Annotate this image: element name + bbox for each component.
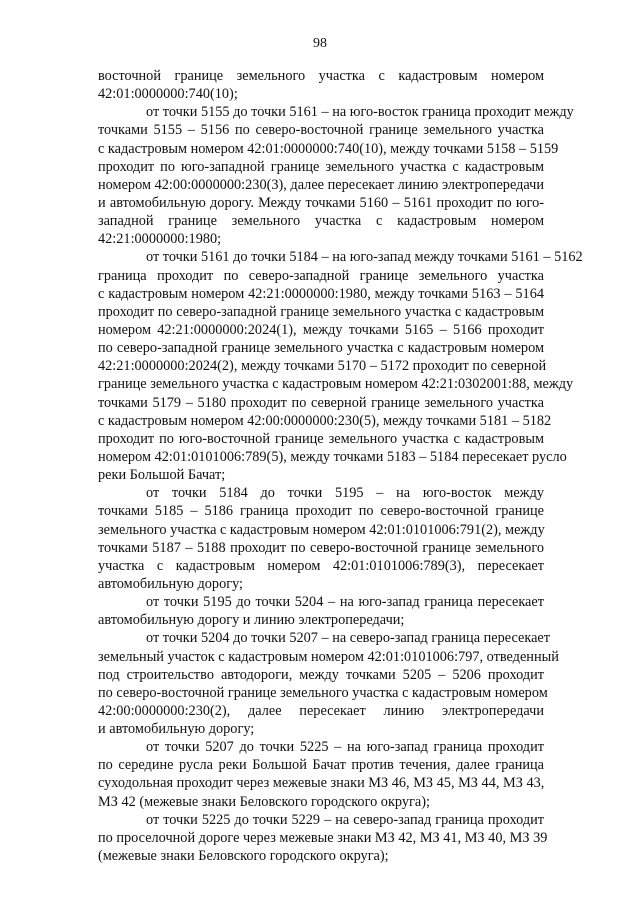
text-line: с кадастровым номером 42:00:0000000:230(5), между точками 5181 – 5182 <box>98 412 552 429</box>
text-line: от точки 5225 до точки 5229 – на северо-запад граница проходит <box>146 811 544 828</box>
text-line: проходит по юго-западной границе земельного участка с кадастровым <box>98 158 544 175</box>
text-line: границе земельного участка с кадастровым номером 42:21:0302001:88, между <box>98 376 574 393</box>
text-line: восточной границе земельного участка с кадастровым номером <box>98 68 544 84</box>
text-line: номером 42:21:0000000:2024(1), между точками 5165 – 5166 проходит <box>98 321 544 338</box>
text-line: от точки 5195 до точки 5204 – на юго-запад граница пересекает <box>146 594 544 611</box>
text-line: суходольная проходит через межевые знаки МЗ 46, МЗ 45, МЗ 44, МЗ 43, <box>98 775 545 792</box>
text-line: по середине русла реки Большой Бачат против течения, далее граница <box>98 757 544 774</box>
text-line: по проселочной дороге через межевые знаки МЗ 42, МЗ 41, МЗ 40, МЗ 39 <box>98 829 548 846</box>
text-line: граница проходит по северо-западной границе земельного участка <box>98 267 544 284</box>
text-line: точками 5179 – 5180 проходит по северной границе земельного участка <box>98 394 544 411</box>
text-line: по северо-западной границе земельного участка с кадастровым номером <box>98 340 544 357</box>
text-line: проходит по юго-восточной границе земельного участка с кадастровым <box>98 430 544 447</box>
text-line: от точки 5207 до точки 5225 – на юго-запад граница проходит <box>146 739 544 756</box>
text-line: 42:21:0000000:1980; <box>98 231 222 248</box>
text-line: от точки 5155 до точки 5161 – на юго-восток граница проходит между <box>146 104 574 121</box>
text-line: с кадастровым номером 42:01:0000000:740(10), между точками 5158 – 5159 <box>98 140 559 157</box>
text-line: с кадастровым номером 42:21:0000000:1980, между точками 5163 – 5164 <box>98 285 544 302</box>
text-line: участка с кадастровым номером 42:01:0101006:789(3), пересекает <box>98 557 544 574</box>
text-line: западной границе земельного участка с кадастровым номером <box>98 213 544 230</box>
text-line: автомобильную дорогу и линию электропередачи; <box>98 612 405 629</box>
text-line: от точки 5161 до точки 5184 – на юго-запад между точками 5161 – 5162 <box>146 249 583 266</box>
text-line: точками 5185 – 5186 граница проходит по северо-восточной границе <box>98 503 544 520</box>
text-line: проходит по северо-западной границе земельного участка с кадастровым <box>98 303 544 320</box>
body-text <box>98 67 583 865</box>
text-line: автомобильную дорогу; <box>98 575 244 592</box>
text-line: от точки 5184 до точки 5195 – на юго-восток между <box>146 485 544 502</box>
text-line: номером 42:00:0000000:230(3), далее пересекает линию электропередачи <box>98 176 544 193</box>
text-line: от точки 5204 до точки 5207 – на северо-запад граница пересекает <box>146 630 551 647</box>
page-number: 98 <box>313 36 327 51</box>
text-line: МЗ 42 (межевые знаки Беловского городского округа); <box>98 793 430 810</box>
text-line: точками 5155 – 5156 по северо-восточной границе земельного участка <box>98 122 544 139</box>
text-line: 42:00:0000000:230(2), далее пересекает линию электропередачи <box>98 702 544 719</box>
text-line: и автомобильную дорогу. Между точками 5160 – 5161 проходит по юго- <box>98 194 544 211</box>
text-line: под строительство автодороги, между точками 5205 – 5206 проходит <box>98 666 544 683</box>
text-line: точками 5187 – 5188 проходит по северо-восточной границе земельного <box>98 539 544 556</box>
text-line: номером 42:01:0101006:789(5), между точками 5183 – 5184 пересекает русло <box>98 448 567 465</box>
text-line: (межевые знаки Беловского городского округа); <box>98 848 389 865</box>
text-line: 42:21:0000000:2024(2), между точками 5170 – 5172 проходит по северной <box>98 358 547 375</box>
text-line: 42:01:0000000:740(10); <box>98 86 238 103</box>
text-line: земельного участка с кадастровым номером 42:01:0101006:791(2), между <box>98 521 545 538</box>
text-line: земельный участок с кадастровым номером 42:01:0101006:797, отведенный <box>98 648 559 665</box>
text-line: реки Большой Бачат; <box>98 467 226 484</box>
text-line: и автомобильную дорогу; <box>98 721 255 738</box>
text-line: по северо-восточной границе земельного участка с кадастровым номером <box>98 684 548 701</box>
